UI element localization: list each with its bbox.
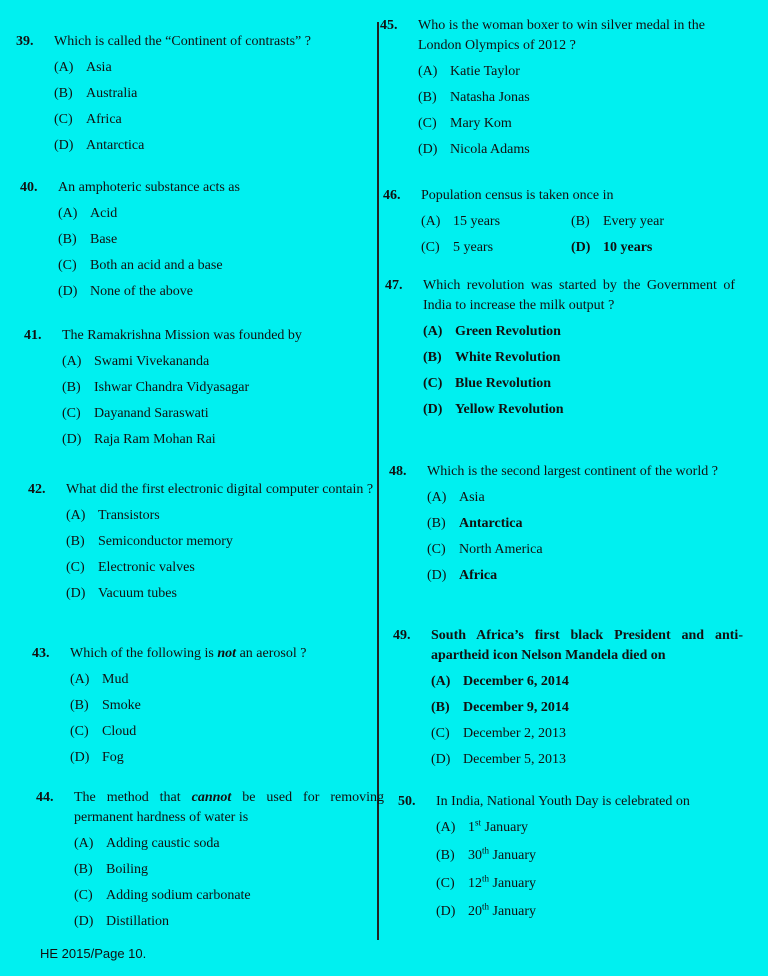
question-stem: In India, National Youth Day is celebrated on xyxy=(436,794,690,809)
option-d: (D) Distillation xyxy=(74,914,169,929)
option-b: (B) White Revolution xyxy=(423,350,561,365)
question-50 xyxy=(398,792,748,930)
question-stem: An amphoteric substance acts as xyxy=(58,180,240,195)
option-b: (B) 30th January xyxy=(436,845,537,863)
option-a: (A) 1st January xyxy=(436,817,529,835)
option-b: (B) December 9, 2014 xyxy=(431,700,569,715)
options-list xyxy=(74,834,384,938)
question-47 xyxy=(385,276,735,426)
question-40 xyxy=(20,178,370,308)
option-row-2 xyxy=(421,238,733,264)
question-number: 43. xyxy=(32,646,50,661)
option-b: (B) Semiconductor memory xyxy=(66,534,233,549)
option-c: (C) Electronic valves xyxy=(66,560,195,575)
question-stem: South Africa’s first black President and anti-apartheid icon Nelson Mandela died on xyxy=(431,628,743,663)
question-stem: Which is called the “Continent of contrasts” ? xyxy=(54,34,311,49)
options-list xyxy=(431,672,743,776)
question-number: 40. xyxy=(20,180,38,195)
option-d: (D) 10 years xyxy=(571,240,653,255)
option-d: (D) 20th January xyxy=(436,901,537,919)
options-list xyxy=(421,212,733,264)
option-b: (B) Ishwar Chandra Vidyasagar xyxy=(62,380,250,395)
options-list xyxy=(66,506,376,610)
option-b: (B) Every year xyxy=(571,214,665,229)
question-39 xyxy=(16,32,366,162)
option-d: (D) Raja Ram Mohan Rai xyxy=(62,432,216,447)
option-d: (D) Africa xyxy=(427,568,498,583)
option-c: (C) Africa xyxy=(54,112,122,127)
options-list xyxy=(418,62,730,166)
question-41 xyxy=(24,326,374,456)
options-list xyxy=(436,818,748,930)
question-48 xyxy=(389,462,739,592)
option-b: (B) Boiling xyxy=(74,862,149,877)
option-c: (C) Dayanand Saraswati xyxy=(62,406,209,421)
question-45 xyxy=(380,16,730,166)
option-a: (A) Swami Vivekananda xyxy=(62,354,210,369)
option-a: (A) Katie Taylor xyxy=(418,64,520,79)
question-number: 44. xyxy=(36,790,54,805)
question-stem: What did the first electronic digital computer contain ? xyxy=(66,482,374,497)
options-list xyxy=(62,352,374,456)
options-list xyxy=(58,204,370,308)
question-number: 48. xyxy=(389,464,407,479)
option-a: (A) Adding caustic soda xyxy=(74,836,220,851)
options-list xyxy=(423,322,735,426)
question-43 xyxy=(32,644,372,774)
option-d: (D) December 5, 2013 xyxy=(431,752,567,767)
option-b: (B) Base xyxy=(58,232,118,247)
option-d: (D) Antarctica xyxy=(54,138,145,153)
option-d: (D) Vacuum tubes xyxy=(66,586,177,601)
option-d: (D) None of the above xyxy=(58,284,194,299)
question-stem: The Ramakrishna Mission was founded by xyxy=(62,328,302,343)
option-b: (B) Australia xyxy=(54,86,138,101)
options-list xyxy=(427,488,739,592)
question-number: 42. xyxy=(28,482,46,497)
option-c: (C) Adding sodium carbonate xyxy=(74,888,251,903)
option-a: (A) December 6, 2014 xyxy=(431,674,569,689)
question-44 xyxy=(36,788,384,938)
question-stem: Population census is taken once in xyxy=(421,188,614,203)
option-c: (C) Cloud xyxy=(70,724,137,739)
question-46 xyxy=(383,186,733,264)
question-stem: The method that cannot be used for removing permanent hardness of water is xyxy=(74,790,384,825)
option-d: (D) Yellow Revolution xyxy=(423,402,564,417)
option-a: (A) Green Revolution xyxy=(423,324,561,339)
question-number: 49. xyxy=(393,628,411,643)
option-a: (A) 15 years xyxy=(421,214,501,229)
question-42 xyxy=(28,480,376,610)
question-stem: Which of the following is not an aerosol ? xyxy=(70,646,307,661)
page-footer: HE 2015/Page 10. xyxy=(40,946,147,961)
option-a: (A) Acid xyxy=(58,206,118,221)
option-d: (D) Nicola Adams xyxy=(418,142,530,157)
question-stem: Who is the woman boxer to win silver medal in the London Olympics of 2012 ? xyxy=(418,18,705,53)
option-c: (C) 5 years xyxy=(421,240,494,255)
option-c: (C) North America xyxy=(427,542,543,557)
emphasis-not: not xyxy=(217,646,237,661)
option-c: (C) Blue Revolution xyxy=(423,376,552,391)
options-list xyxy=(54,58,366,162)
question-stem: Which revolution was started by the Government of India to increase the milk output ? xyxy=(423,278,735,313)
option-b: (B) Smoke xyxy=(70,698,141,713)
question-number: 45. xyxy=(380,18,398,33)
question-number: 39. xyxy=(16,34,34,49)
option-a: (A) Transistors xyxy=(66,508,160,523)
question-stem: Which is the second largest continent of the world ? xyxy=(427,464,718,479)
option-c: (C) 12th January xyxy=(436,873,537,891)
question-number: 47. xyxy=(385,278,403,293)
option-a: (A) Asia xyxy=(427,490,485,505)
option-b: (B) Antarctica xyxy=(427,516,523,531)
emphasis-cannot: cannot xyxy=(191,790,232,805)
question-number: 50. xyxy=(398,794,416,809)
option-a: (A) Asia xyxy=(54,60,112,75)
options-list xyxy=(70,670,372,774)
question-49 xyxy=(393,626,743,776)
option-c: (C) December 2, 2013 xyxy=(431,726,567,741)
question-number: 41. xyxy=(24,328,42,343)
option-a: (A) Mud xyxy=(70,672,129,687)
question-number: 46. xyxy=(383,188,401,203)
option-c: (C) Both an acid and a base xyxy=(58,258,223,273)
option-row-1 xyxy=(421,212,733,238)
option-b: (B) Natasha Jonas xyxy=(418,90,530,105)
option-d: (D) Fog xyxy=(70,750,124,765)
option-c: (C) Mary Kom xyxy=(418,116,512,131)
